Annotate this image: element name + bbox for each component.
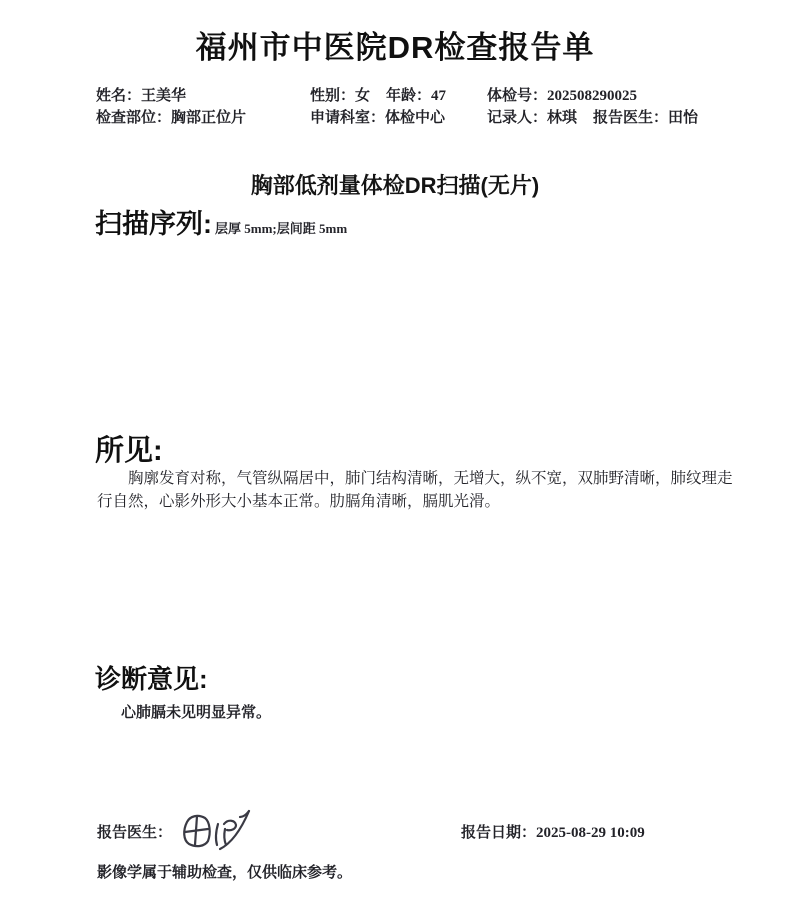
recorder-value: 林琪: [547, 110, 578, 126]
scan-sequence-value: 层厚 5mm;层间距 5mm: [215, 221, 348, 236]
recorder-doctor-field: [487, 106, 698, 127]
exam-number-label: 体检号：: [487, 88, 548, 104]
findings-heading: 所见:: [95, 435, 163, 467]
report-doctor-label: 报告医生：: [593, 110, 669, 126]
body-part-label: 检查部位：: [96, 110, 172, 126]
diagnosis-body: 心肺膈未见明显异常。: [121, 705, 272, 721]
report-date-field: [461, 821, 645, 842]
patient-gender-label: 性别：: [310, 88, 356, 104]
patient-gender-value: 女: [355, 88, 371, 104]
patient-age-value: 47: [431, 88, 447, 104]
exam-number-field: [487, 84, 637, 105]
body-part-value: 胸部正位片: [171, 110, 247, 126]
report-date-value: 2025-08-29 10:09: [536, 825, 645, 841]
disclaimer-text: 影像学属于辅助检查，仅供临床参考。: [97, 865, 353, 881]
report-date-label: 报告日期：: [461, 825, 537, 841]
findings-body: 胸廓发育对称，气管纵隔居中，肺门结构清晰，无增大，纵不宽，双肺野清晰，肺纹理走行自然，心影外形大小基本正常。肋膈角清晰，膈肌光滑。: [97, 470, 733, 510]
page-title: 福州市中医院DR检查报告单: [195, 30, 595, 65]
department-field: [310, 106, 445, 127]
exam-number-value: 202508290025: [547, 88, 638, 104]
patient-gender-age-field: [310, 84, 446, 105]
footer-doctor-label: 报告医生：: [97, 825, 173, 841]
exam-subtitle: 胸部低剂量体检DR扫描(无片): [250, 173, 540, 198]
doctor-signature: [180, 803, 260, 857]
body-part-field: [96, 106, 246, 127]
department-value: 体检中心: [385, 110, 446, 126]
scan-sequence-label: 扫描序列:: [95, 209, 212, 239]
department-label: 申请科室：: [310, 110, 386, 126]
patient-name-field: [96, 84, 186, 105]
diagnosis-heading: 诊断意见:: [95, 664, 208, 694]
scan-sequence-row: [95, 202, 347, 241]
patient-age-label: 年龄：: [386, 88, 432, 104]
recorder-label: 记录人：: [487, 110, 548, 126]
patient-name-value: 王美华: [141, 88, 187, 104]
report-doctor-value: 田怡: [668, 110, 699, 126]
patient-name-label: 姓名：: [96, 88, 142, 104]
